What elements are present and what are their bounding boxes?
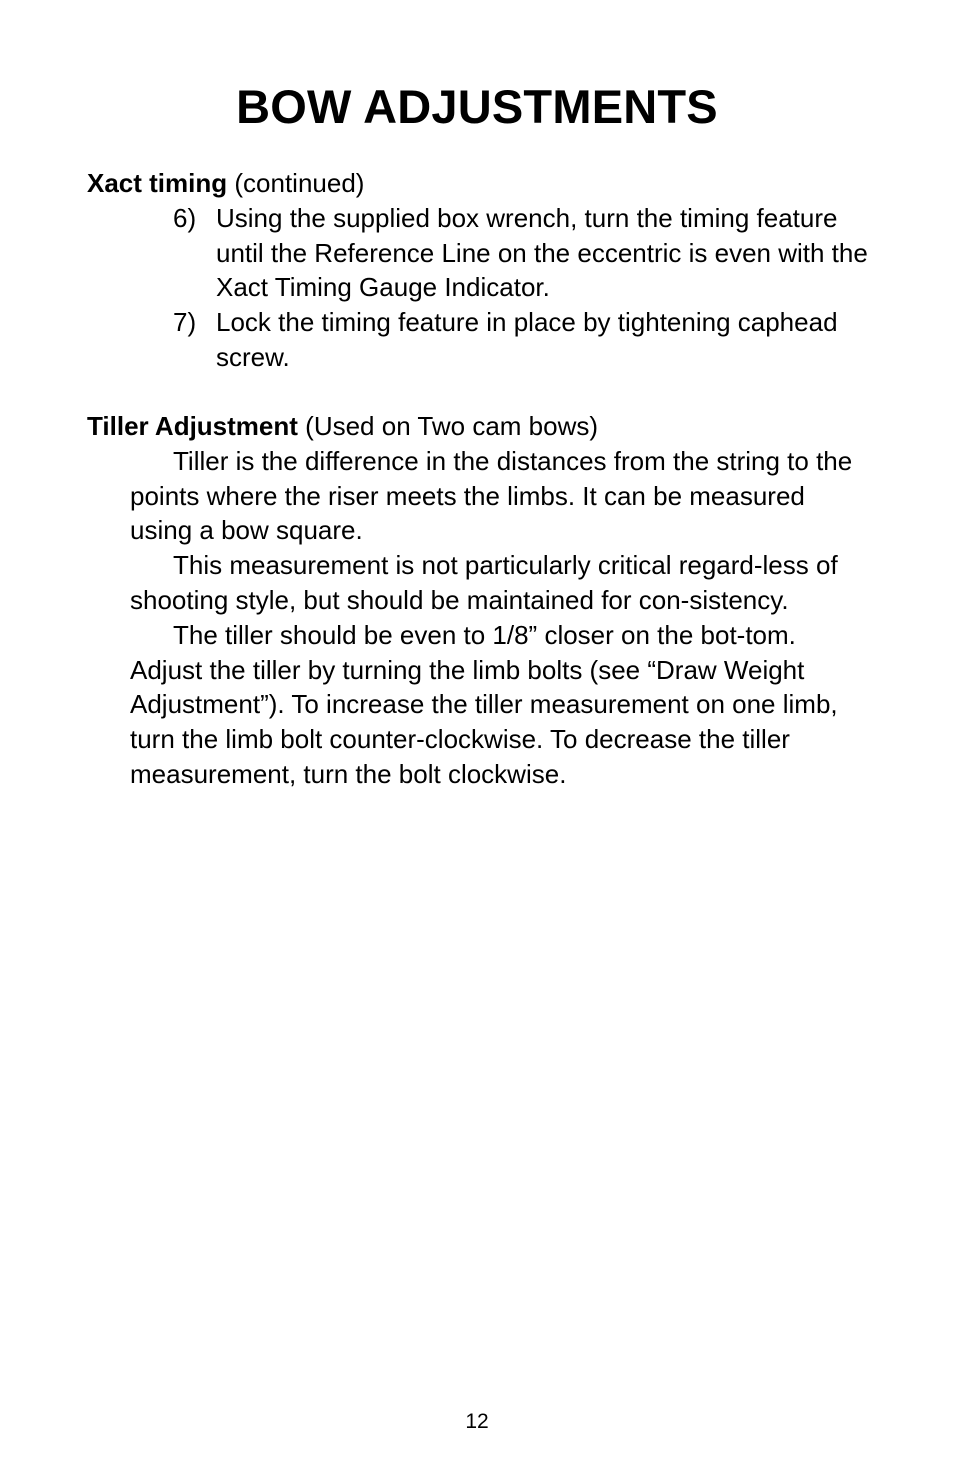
- heading-bold: Xact timing: [87, 168, 228, 198]
- paragraph: This measurement is not particularly critical regard-less of shooting style, but should be maintained for con-sistency.: [130, 550, 838, 615]
- step-number: 6): [173, 202, 197, 233]
- page-number: 12: [465, 1410, 489, 1433]
- step-item: [87, 305, 877, 375]
- step-text: Using the supplied box wrench, turn the timing feature until the Reference Line on the eccentric is even with the Xact Timing Gauge Indicator.: [216, 202, 868, 303]
- paragraph: The tiller should be even to 1/8” closer on the bot-tom. Adjust the tiller by turning the limb bolts (see “Draw Weight Adjustment”). To increase the tiller measurement on one limb, turn the limb bolt counter-clockwise. To decrease the tiller measurement, turn the bolt clockwise.: [130, 619, 838, 789]
- page-title: BOW ADJUSTMENTS: [236, 80, 718, 133]
- step-text: Lock the timing feature in place by tightening caphead screw.: [216, 307, 838, 372]
- heading-bold: Tiller Adjustment: [87, 411, 298, 441]
- paragraph: Tiller is the difference in the distances from the string to the points where the riser meets the limbs. It can be measured using a bow square.: [130, 445, 853, 546]
- section-tiller-adjustment: [87, 409, 877, 792]
- step-item: [87, 201, 877, 305]
- step-number: 7): [173, 307, 197, 338]
- step-list: [87, 201, 877, 375]
- section-heading-xact-timing: [87, 166, 877, 201]
- section-xact-timing: [87, 166, 877, 375]
- section-heading-tiller-adjustment: [87, 409, 877, 444]
- paragraph-group: [87, 444, 870, 792]
- heading-qualifier: (Used on Two cam bows): [305, 411, 599, 441]
- heading-qualifier: (continued): [234, 168, 365, 198]
